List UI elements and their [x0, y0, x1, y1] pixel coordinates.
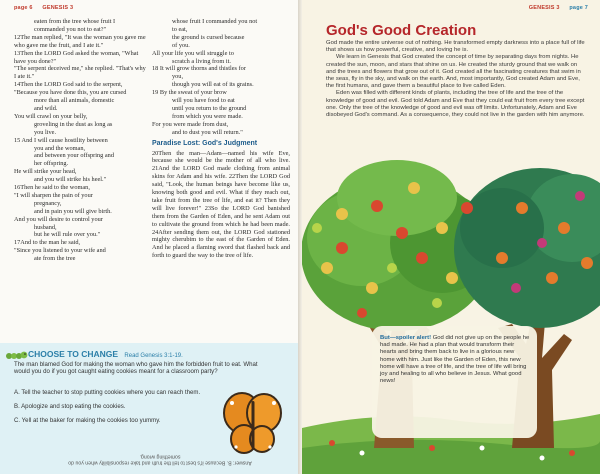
spoiler-paragraph — [380, 335, 530, 385]
option-a: A. Tell the teacher to stop putting cookies where you can reach them. — [14, 389, 201, 396]
verse-line: to eat, — [172, 25, 188, 33]
choose-to-change-box — [0, 343, 298, 474]
page-number: page 7 — [569, 5, 588, 11]
verse-line: And you will desire to control your — [14, 215, 103, 223]
verse-line: from which you were made. — [172, 112, 243, 120]
scripture-column-1 — [14, 18, 146, 263]
verse-line: will you have food to eat — [172, 97, 235, 105]
intro-paragraph: God made the entire universe out of nothing. He transformed empty darkness into a place full of life that shows us how powerful, creative, and loving he is. — [326, 40, 585, 54]
verse-line: "Because you have done this, you are cursed — [14, 89, 127, 97]
verse-line: 13Then the LORD God asked the woman, "What have you done?" — [14, 49, 139, 65]
scripture-column-2 — [152, 18, 290, 260]
verse-line: 18 It will grow thorns and thistles for — [152, 65, 246, 73]
option-b: B. Apologize and stop eating the cookies. — [14, 403, 126, 410]
verse-line: whose fruit I commanded you not — [172, 18, 258, 25]
book-name: GENESIS 3 — [528, 5, 560, 11]
verse-block — [152, 18, 290, 137]
choose-title — [28, 349, 183, 359]
verse-line: scratch a living from it. — [172, 57, 231, 65]
verse-line: and to dust you will return." — [172, 128, 243, 136]
feature-intro — [326, 40, 588, 119]
verse-line: the ground is cursed because — [172, 33, 245, 41]
verse-line: husband, — [34, 223, 57, 231]
choose-heading: CHOOSE TO CHANGE — [28, 349, 119, 359]
verse-line: ate from the tree — [34, 255, 76, 263]
verse-line: eaten from the tree whose fruit I commanded you not to eat?" — [34, 18, 116, 33]
spoiler-body: God did not give up on the people he had made. He had a plan that would transform their hearts and bring them back to live in a glorious new home with him. Just like the Garden of Eden, this new home will have a tree of life, and the tree of life will bring joy and healing to all who believe in Jesus. What good news! — [380, 335, 530, 385]
verse-line: All your life you will struggle to — [152, 49, 234, 57]
verse-line: but he will rule over you." — [34, 231, 101, 239]
section-heading: Paradise Lost: God's Judgment — [152, 139, 258, 147]
running-head-right — [529, 5, 588, 11]
page-number: page 6 — [14, 5, 33, 11]
verse-line: He will strike your head, — [14, 168, 77, 176]
garden-illustration — [302, 148, 600, 474]
choose-body: The man blamed God for making the woman who gave him the forbidden fruit to eat. What would you do if you got caught eating cookies meant for a classroom party? — [14, 361, 258, 376]
verse-line: and between your offspring and — [34, 152, 114, 160]
verse-line: though you will eat of its grains. — [172, 81, 254, 89]
intro-paragraph: Eden was filled with different kinds of plants, including the tree of life and the tree of the knowledge of good and evil. God told Adam and Eve that they could eat fruit from every tree except one. Only the tree of the knowledge of good and evil was off limits. Unfortunately, Adam and Eve disobeyed God's command. As a consequence, they could not live in the garden with him anymore. — [326, 90, 585, 119]
left-page — [0, 0, 298, 474]
caterpillar-icon — [6, 351, 28, 361]
verse-line: and you will strike his heel." — [34, 176, 107, 184]
right-page — [302, 0, 600, 474]
verse-line: until you return to the ground — [172, 104, 247, 112]
verse-line: groveling in the dust as long as — [34, 120, 113, 128]
option-c: C. Yell at the baker for making the cookies too yummy. — [14, 417, 161, 424]
verse-line: pregnancy, — [34, 199, 62, 207]
book-name: GENESIS 3 — [42, 5, 74, 11]
verse-line: 19 By the sweat of your brow — [152, 89, 227, 97]
verse-line: "Since you listened to your wife and — [14, 247, 106, 255]
choose-reference: Read Genesis 3:1-19. — [124, 353, 183, 359]
spoiler-lead: But—spoiler alert! — [380, 335, 432, 341]
verse-line: You will crawl on your belly, — [14, 112, 88, 120]
verse-line: of you. — [172, 41, 190, 49]
verse-line: 14Then the LORD God said to the serpent, — [14, 81, 123, 89]
butterfly-icon — [222, 391, 284, 457]
verse-line: 12The man replied, "It was the woman you gave me who gave me the fruit, and I ate it." — [14, 33, 146, 49]
verse-line: "I will sharpen the pain of your — [14, 191, 93, 199]
verse-paragraph: 20Then the man—Adam—named his wife Eve, because she would be the mother of all who live. 21And the LORD God made clothing from animal skins for Adam and his wife. 22Then the LORD God said, "Look, the human beings have become like us, knowing both good and evil. What if they reach out, take fruit from the tree of life, and eat it? Then they will live forever!" 23So the LORD God banished them from the Garden of Eden, and he sent Adam out to cultivate the ground from which he had been made. 24After sending them out, the LORD God stationed mighty cherubim to the east of the Garden of Eden. And he placed a flaming sword that flashed back and forth to guard the way to the tree of life. — [152, 149, 290, 260]
verse-line: 15 And I will cause hostility between — [14, 136, 108, 144]
verse-line: you, — [172, 73, 184, 81]
verse-line: you live. — [34, 128, 57, 136]
verse-line: her offspring. — [34, 160, 69, 168]
upside-down-answer: Answer: B. Because it's best to tell the truth and take responsibility when you do something wrong. — [68, 453, 252, 466]
feature-title: God's Good Creation — [326, 22, 477, 39]
intro-paragraph: We learn in Genesis that God created the concept of time by separating days from nights. He created the sun, moon, and stars that shine on us. He created the sturdy ground that we walk on and the trees and flowers that grow out of it. God created all the fascinating creatures that swim in the seas, fly in the sky, and walk on the earth. And, most importantly, God created Adam and Eve, the first humans, and gave them a beautiful place to live called Eden. — [326, 54, 581, 90]
verse-line: 17And to the man he said, — [14, 239, 81, 247]
verse-line: 16Then he said to the woman, — [14, 184, 90, 192]
running-head-left — [14, 5, 73, 11]
verse-line: and wild. — [34, 104, 58, 112]
verse-line: and in pain you will give birth. — [34, 207, 112, 215]
verse-line: "The serpent deceived me," she replied. "That's why I ate it." — [14, 65, 146, 81]
verse-line: more than all animals, domestic — [34, 97, 115, 105]
verse-line: you and the woman, — [34, 144, 86, 152]
verse-line: For you were made from dust, — [152, 120, 229, 128]
